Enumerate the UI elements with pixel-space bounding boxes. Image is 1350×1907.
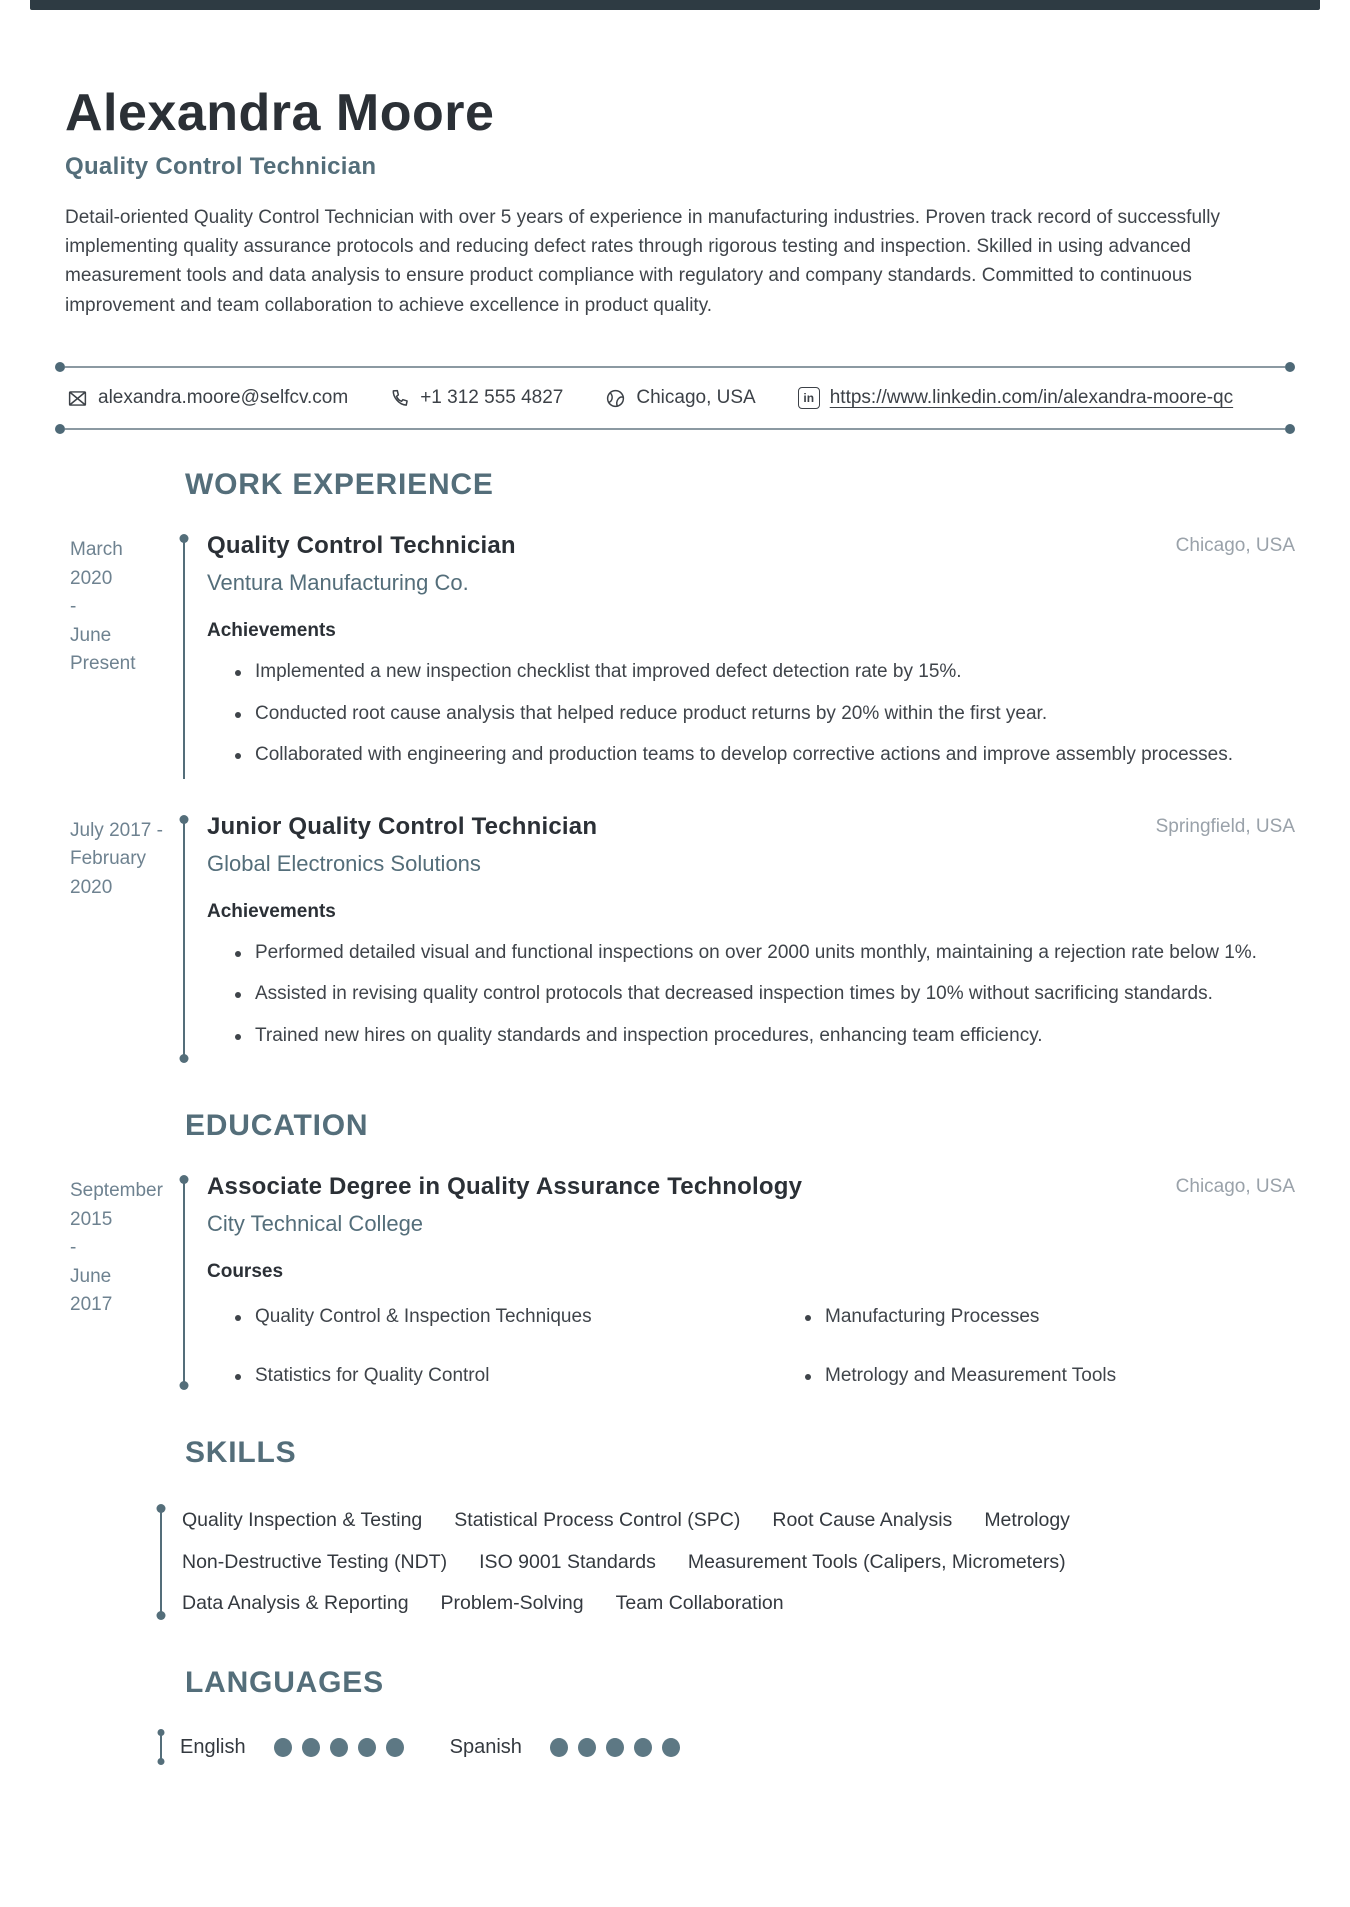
language-name: English bbox=[180, 1735, 246, 1758]
timeline-bar bbox=[183, 819, 185, 1060]
section-work-experience bbox=[0, 468, 1350, 1063]
work-entry-location: Chicago, USA bbox=[1175, 535, 1295, 557]
divider-dot-left bbox=[55, 424, 65, 434]
achievements-label: Achievements bbox=[207, 620, 336, 642]
contact-email bbox=[67, 387, 348, 409]
timeline-bar bbox=[183, 1179, 185, 1386]
level-dot-icon bbox=[606, 1738, 624, 1757]
header bbox=[0, 10, 1350, 320]
education-degree: Associate Degree in Quality Assurance Technology bbox=[207, 1173, 803, 1201]
timeline-bar bbox=[160, 1732, 162, 1762]
email-icon bbox=[67, 388, 88, 409]
level-dot-icon bbox=[578, 1738, 596, 1757]
skill-item: Problem-Solving bbox=[440, 1592, 584, 1615]
course-item: Statistics for Quality Control bbox=[255, 1362, 825, 1391]
level-dot-icon bbox=[358, 1738, 376, 1757]
work-entry-dates: July 2017 - February 2020 bbox=[70, 819, 163, 898]
work-entry-company: Ventura Manufacturing Co. bbox=[207, 570, 469, 596]
skill-item: Measurement Tools (Calipers, Micrometers) bbox=[687, 1550, 1066, 1573]
education-entry-dates: September 2015 - June 2017 bbox=[70, 1180, 163, 1316]
linkedin-icon: in bbox=[798, 387, 820, 409]
contact-divider-bottom bbox=[55, 424, 1295, 434]
contact-linkedin bbox=[798, 387, 1233, 409]
resume-body bbox=[0, 434, 1350, 1762]
work-entry-company: Global Electronics Solutions bbox=[207, 850, 481, 876]
achievement-list bbox=[207, 658, 1295, 770]
contact-row bbox=[55, 372, 1295, 424]
language-item bbox=[180, 1736, 404, 1759]
education-location: Chicago, USA bbox=[1175, 1176, 1295, 1198]
language-name: Spanish bbox=[449, 1735, 522, 1758]
work-entry-dates: March 2020 - June Present bbox=[70, 539, 136, 675]
linkedin-link[interactable]: https://www.linkedin.com/in/alexandra-moore-qc bbox=[829, 387, 1234, 409]
work-entry bbox=[70, 532, 1295, 783]
course-list bbox=[207, 1303, 1295, 1390]
level-dot-icon bbox=[386, 1738, 404, 1757]
courses-label: Courses bbox=[207, 1261, 284, 1283]
education-heading: EDUCATION bbox=[185, 1109, 369, 1143]
languages-body bbox=[160, 1732, 1295, 1762]
work-entry-location: Springfield, USA bbox=[1155, 815, 1295, 837]
skill-item: Team Collaboration bbox=[615, 1592, 784, 1615]
phone-icon bbox=[390, 388, 410, 408]
education-entry bbox=[70, 1173, 1295, 1390]
skill-item: Non-Destructive Testing (NDT) bbox=[182, 1550, 448, 1573]
level-dot-icon bbox=[662, 1738, 680, 1757]
skills-heading: SKILLS bbox=[185, 1436, 297, 1470]
work-entry-title: Quality Control Technician bbox=[207, 532, 516, 560]
section-languages bbox=[0, 1666, 1350, 1762]
education-entry-content bbox=[207, 1173, 1295, 1390]
course-item: Quality Control & Inspection Techniques bbox=[255, 1303, 825, 1332]
contact-divider-top bbox=[55, 362, 1295, 372]
achievement-item: Performed detailed visual and functional inspections on over 2000 units monthly, maintaining a rejection rate below 1%. bbox=[255, 939, 1295, 968]
level-dot-icon bbox=[550, 1738, 568, 1757]
level-dot-icon bbox=[274, 1738, 292, 1757]
work-entry-title: Junior Quality Control Technician bbox=[207, 812, 598, 840]
contact-email-text: alexandra.moore@selfcv.com bbox=[98, 387, 349, 409]
contact-strip bbox=[55, 362, 1295, 434]
divider-rule bbox=[65, 366, 1285, 368]
achievement-item: Conducted root cause analysis that helped reduce product returns by 20% within the first year. bbox=[255, 700, 1295, 729]
person-job-title: Quality Control Technician bbox=[65, 152, 377, 180]
skill-item: Metrology bbox=[984, 1509, 1070, 1532]
skill-item: Statistical Process Control (SPC) bbox=[454, 1509, 741, 1532]
education-school: City Technical College bbox=[207, 1211, 424, 1237]
person-name: Alexandra Moore bbox=[65, 84, 495, 142]
language-level-dots bbox=[274, 1738, 404, 1757]
globe-location-icon bbox=[605, 388, 626, 409]
language-list bbox=[180, 1736, 726, 1759]
timeline-bar bbox=[160, 1508, 162, 1616]
skill-item: Quality Inspection & Testing bbox=[182, 1509, 423, 1532]
top-accent-bar bbox=[30, 0, 1320, 10]
language-item bbox=[450, 1736, 680, 1759]
achievement-item: Trained new hires on quality standards and inspection procedures, enhancing team efficiency. bbox=[255, 1022, 1295, 1051]
course-item: Manufacturing Processes bbox=[825, 1303, 1295, 1332]
work-entry bbox=[70, 813, 1295, 1064]
summary-text: Detail-oriented Quality Control Technician with over 5 years of experience in manufacturing industries. Proven track record of successfully implementing quality assurance protocols and reducing defect rates through rigorous testing and inspection. Skilled in using advanced measurement tools and data analysis to ensure product compliance with regulatory and company standards. Committed to continuous improvement and team collaboration to achieve excellence in product quality. bbox=[65, 206, 1220, 316]
divider-dot-right bbox=[1285, 362, 1295, 372]
skills-list bbox=[182, 1504, 1242, 1620]
achievements-label: Achievements bbox=[207, 900, 336, 922]
level-dot-icon bbox=[302, 1738, 320, 1757]
level-dot-icon bbox=[330, 1738, 348, 1757]
divider-dot-left bbox=[55, 362, 65, 372]
timeline-bar bbox=[183, 538, 185, 779]
language-level-dots bbox=[550, 1738, 680, 1757]
section-education bbox=[0, 1109, 1350, 1390]
contact-phone-text: +1 312 555 4827 bbox=[420, 387, 564, 409]
work-entry-content bbox=[207, 532, 1295, 783]
level-dot-icon bbox=[634, 1738, 652, 1757]
achievement-item: Assisted in revising quality control protocols that decreased inspection times by 10% without sacrificing standards. bbox=[255, 980, 1295, 1009]
contact-phone bbox=[390, 387, 563, 409]
course-item: Metrology and Measurement Tools bbox=[825, 1362, 1295, 1391]
achievement-item: Collaborated with engineering and production teams to develop corrective actions and improve assembly processes. bbox=[255, 741, 1295, 770]
achievement-item: Implemented a new inspection checklist that improved defect detection rate by 15%. bbox=[255, 658, 1295, 687]
section-skills bbox=[0, 1436, 1350, 1620]
contact-location bbox=[605, 387, 755, 409]
work-entry-content bbox=[207, 813, 1295, 1064]
work-experience-heading: WORK EXPERIENCE bbox=[185, 468, 494, 502]
skill-item: Root Cause Analysis bbox=[772, 1509, 953, 1532]
skill-item: Data Analysis & Reporting bbox=[182, 1592, 409, 1615]
skills-body bbox=[160, 1504, 1295, 1620]
contact-location-text: Chicago, USA bbox=[636, 387, 756, 409]
divider-dot-right bbox=[1285, 424, 1295, 434]
languages-heading: LANGUAGES bbox=[185, 1666, 384, 1700]
skill-item: ISO 9001 Standards bbox=[479, 1550, 656, 1573]
achievement-list bbox=[207, 939, 1295, 1051]
divider-rule bbox=[65, 428, 1285, 430]
